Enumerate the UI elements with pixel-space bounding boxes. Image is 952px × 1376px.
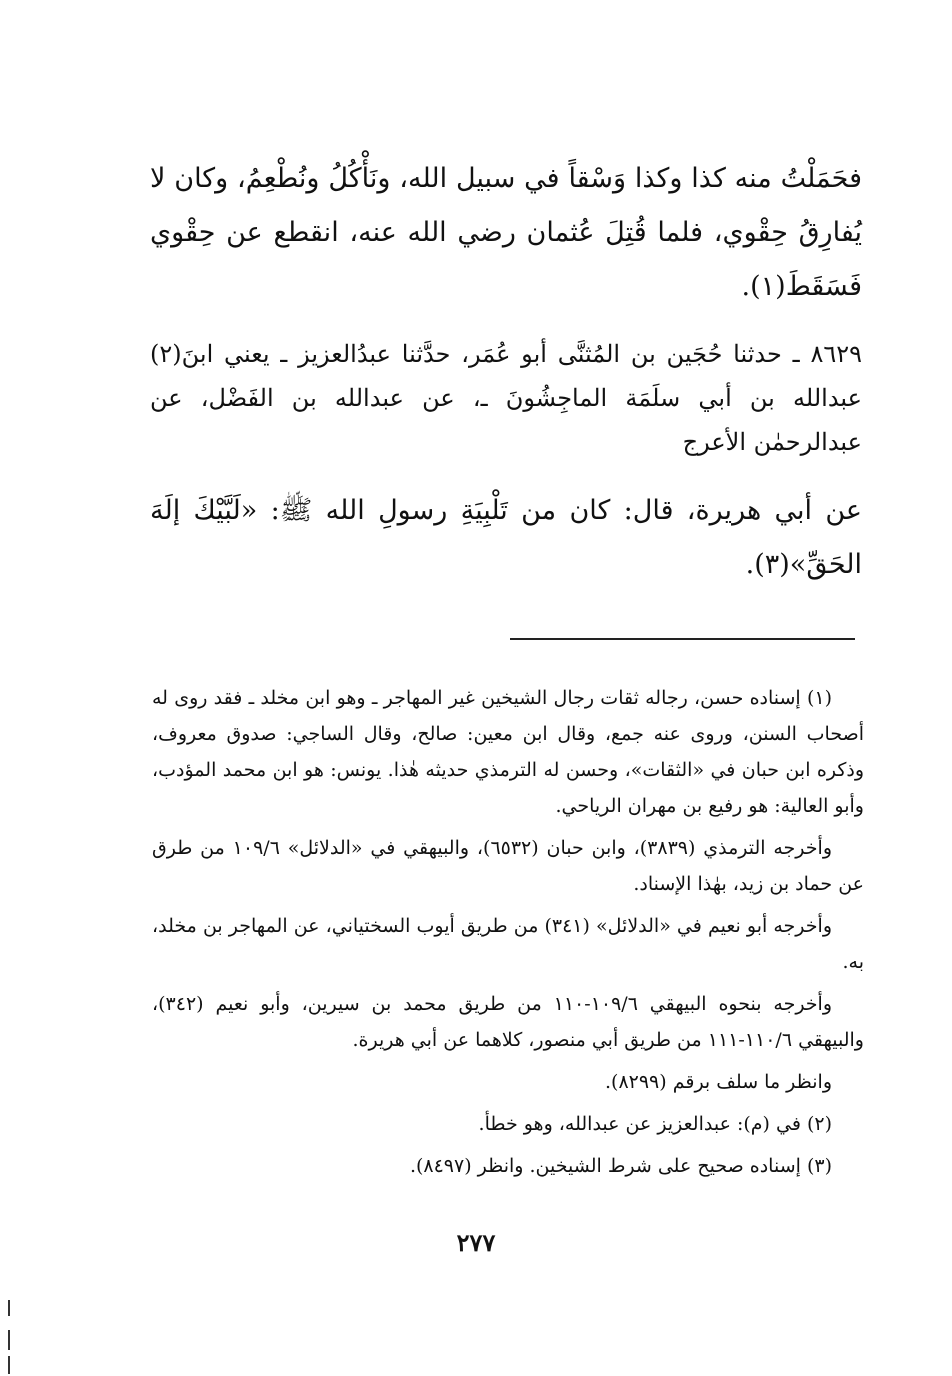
hadith-8629-text: [150, 484, 862, 592]
footnote-separator: [510, 638, 855, 640]
footnote-3: (٣) إسناده صحيح على شرط الشيخين. وانظر (٨٤٩٧).: [409, 1155, 832, 1177]
main-paragraph-3: عن أبي هريرة، قال: كان من تَلْبِيَةِ رسولِ الله ﷺ: «لَبَّيْكَ إلَهَ الحَقِّ»(٣).: [150, 495, 862, 580]
footnote-1-continued: وأخرجه الترمذي (٣٨٣٩)، وابن حبان (٦٥٣٢)، والبيهقي في «الدلائل» ١٠٩/٦ من طرق عن حماد بن زيد، بهٰذا الإسناد.: [152, 837, 864, 895]
main-paragraph-2: ٨٦٢٩ ـ حدثنا حُجَين بن المُثنَّى أبو عُمَر، حدَّثنا عبدُالعزيز ـ يعني ابنَ(٢) عبدالله بن أبي سلَمَة الماجِشُونَ ـ، عن عبدالله بن الفَضْل، عن عبدالرحمٰن الأعرج: [150, 340, 862, 456]
footnote-1: (١) إسناده حسن، رجاله ثقات رجال الشيخين غير المهاجر ـ وهو ابن مخلد ـ فقد روى له أصحاب السنن، وروى عنه جمع، وقال ابن معين: صالح، وقال الساجي: صدوق معروف، وذكره ابن حبان في «الثقات»، وحسن له الترمذي حديثه هٰذا. يونس: هو ابن محمد المؤدب، وأبو العالية: هو رفيع بن مهران الرياحي.: [152, 687, 864, 817]
main-body: [150, 152, 862, 314]
scan-edge-mark: [8, 1300, 10, 1316]
footnote-1-continued: وانظر ما سلف برقم (٨٢٩٩).: [604, 1071, 832, 1093]
main-paragraph-1: فحَمَلْتُ منه كذا وكذا وَسْقاً في سبيل الله، ونَأْكُلُ ونُطْعِمُ، وكان لا يُفارِقُ حِقْوي، فلما قُتِلَ عُثمان رضي الله عنه، انقطع عن حِقْوي فَسَقَطَ(١).: [150, 163, 862, 302]
hadith-8629-chain: [150, 332, 862, 464]
footnote-2: (٢) في (م): عبدالعزيز عن عبدالله، وهو خطأ.: [478, 1113, 832, 1135]
footnotes: [152, 680, 864, 1190]
footnote-1-continued: وأخرجه أبو نعيم في «الدلائل» (٣٤١) من طريق أيوب السختياني، عن المهاجر بن مخلد، به.: [152, 915, 864, 973]
scan-edge-mark: [8, 1356, 10, 1374]
scan-edge-mark: [8, 1330, 10, 1350]
page-number: ٢٧٧: [456, 1228, 496, 1257]
footnote-1-continued: وأخرجه بنحوه البيهقي ١٠٩/٦-١١٠ من طريق محمد بن سيرين، وأبو نعيم (٣٤٢)، والبيهقي ١١٠/٦-١١١ من طريق أبي منصور، كلاهما عن أبي هريرة.: [152, 993, 864, 1051]
